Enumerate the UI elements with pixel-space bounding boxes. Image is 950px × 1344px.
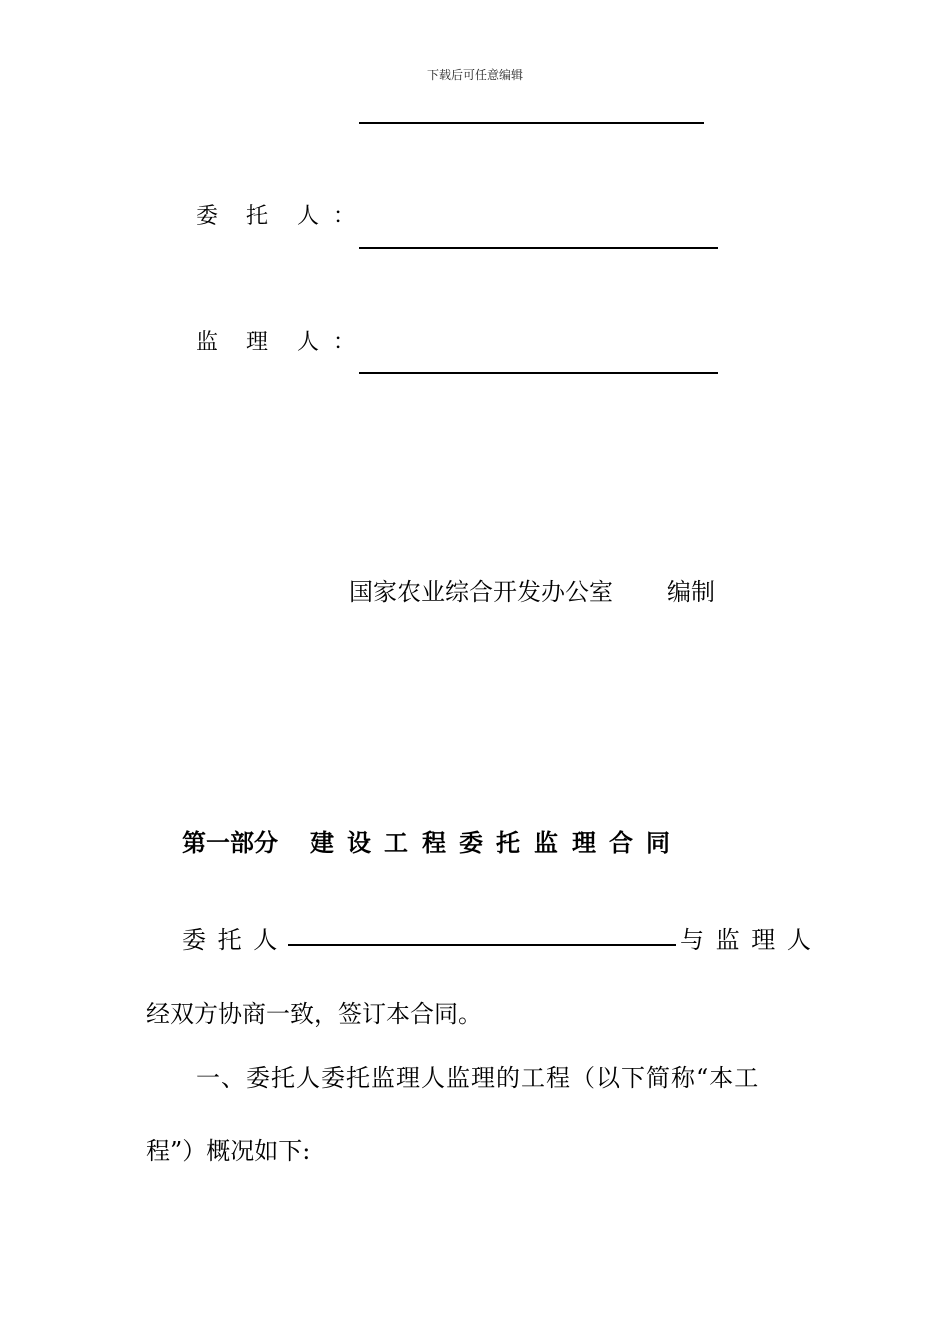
intro-tail: 与 监 理 人 [680, 926, 813, 954]
section-title-char: 委 [459, 829, 483, 857]
supervisor-blank-line[interactable] [359, 372, 718, 374]
section-title-char: 建 [310, 829, 334, 857]
client-label-char: 托 [246, 204, 269, 229]
client-label [196, 199, 355, 230]
page-header-note: 下载后可任意编辑 [426, 68, 523, 82]
supervisor-label [196, 325, 355, 356]
supervisor-label-char: 人 [297, 330, 320, 355]
client-blank-line[interactable] [359, 247, 718, 249]
section-title-char: 设 [347, 829, 371, 857]
intro-client-blank-line[interactable] [288, 944, 676, 946]
section-title-char: 理 [572, 829, 596, 857]
intro-lead: 委 托 人 [182, 926, 280, 954]
client-label-char: 委 [196, 204, 219, 229]
section-title-char: 合 [609, 829, 633, 857]
supervisor-label-char: ： [333, 330, 356, 355]
section-prefix: 第一部分 [182, 829, 278, 857]
issuer-suffix: 编制 [667, 578, 715, 606]
client-label-char: 人 [297, 204, 320, 229]
section-title-char: 监 [534, 829, 558, 857]
intro-line-2: 经双方协商一致，签订本合同。 [146, 1000, 482, 1028]
clause-1-line-2: 程”）概况如下: [146, 1137, 311, 1165]
section-title-char: 同 [646, 829, 670, 857]
section-title [310, 823, 670, 858]
section-title-char: 工 [384, 829, 408, 857]
section-title-char: 程 [422, 829, 446, 857]
issuer-name: 国家农业综合开发办公室 [349, 578, 613, 606]
top-blank-line [359, 122, 704, 124]
section-title-char: 托 [496, 829, 520, 857]
supervisor-label-char: 理 [246, 330, 269, 355]
supervisor-label-char: 监 [196, 330, 219, 355]
client-label-char: ： [333, 204, 356, 229]
clause-1-line-1: 一、委托人委托监理人监理的工程（以下简称“本工 [196, 1064, 760, 1092]
